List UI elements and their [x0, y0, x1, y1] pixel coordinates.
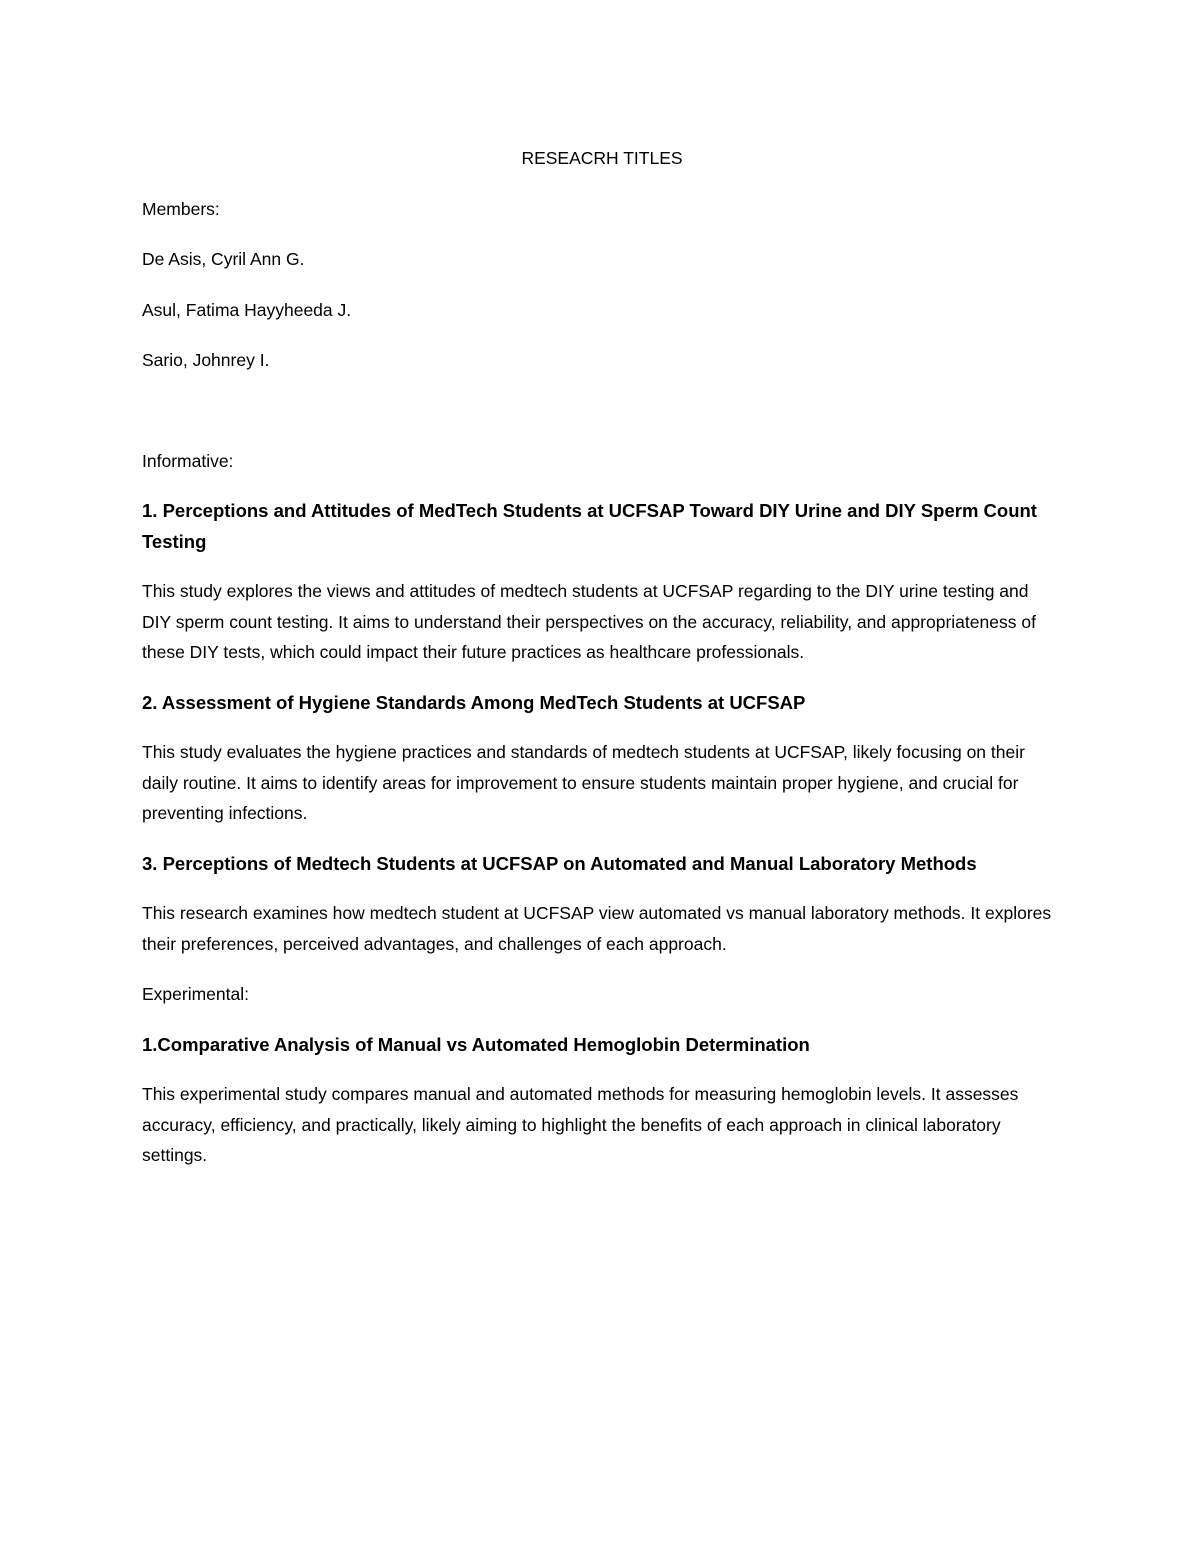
experimental-label: Experimental:	[142, 984, 249, 1004]
member-name: De Asis, Cyril Ann G.	[142, 249, 305, 269]
research-description: This experimental study compares manual and automated methods for measuring hemoglobin levels. It assesses accuracy, efficiency, and practically, likely aiming to highlight the benefits of each approach in clinical laboratory settings.	[142, 1084, 1019, 1165]
document-content	[142, 143, 1062, 1191]
member-name: Sario, Johnrey I.	[142, 350, 270, 370]
research-title: 2. Assessment of Hygiene Standards Among MedTech Students at UCFSAP	[142, 691, 806, 713]
research-title: 3. Perceptions of Medtech Students at UCFSAP on Automated and Manual Laboratory Methods	[142, 852, 977, 874]
spacer	[142, 396, 1062, 446]
research-title: 1. Perceptions and Attitudes of MedTech Students at UCFSAP Toward DIY Urine and DIY Sperm Count Testing	[142, 500, 1037, 552]
members-label: Members:	[142, 198, 220, 219]
research-title: 1.Comparative Analysis of Manual vs Automated Hemoglobin Determination	[142, 1033, 810, 1055]
informative-label: Informative:	[142, 450, 234, 471]
research-description: This research examines how medtech student at UCFSAP view automated vs manual laboratory methods. It explores their preferences, perceived advantages, and challenges of each approach.	[142, 903, 1052, 954]
research-description: This study explores the views and attitudes of medtech students at UCFSAP regarding to the DIY urine testing and DIY sperm count testing. It aims to understand their perspectives on the accuracy, reliability, and appropriateness of these DIY tests, which could impact their future practices as healthcare professionals.	[142, 581, 1036, 662]
member-name: Asul, Fatima Hayyheeda J.	[142, 299, 352, 320]
research-description: This study evaluates the hygiene practices and standards of medtech students at UCFSAP, likely focusing on their daily routine. It aims to identify areas for improvement to ensure students maintain proper hygiene, and crucial for preventing infections.	[142, 742, 1025, 823]
document-title: RESEACRH TITLES	[521, 148, 683, 168]
